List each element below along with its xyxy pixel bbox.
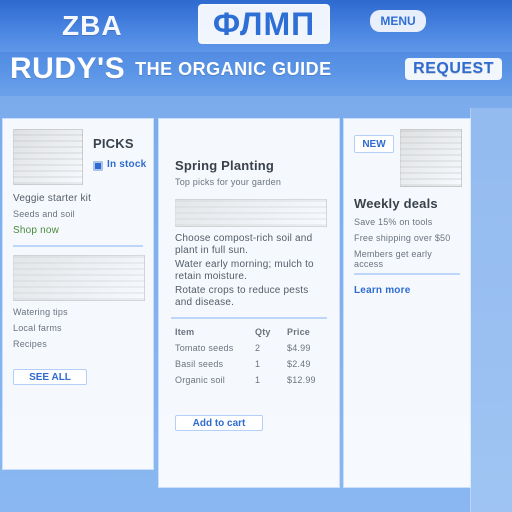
request-button[interactable]: REQUEST [405, 58, 502, 80]
middle-paragraph-3: Rotate crops to reduce pests and disease. [175, 285, 309, 308]
left-item-1-meta[interactable]: In stock [107, 159, 147, 170]
table-row-2-item: Basil seeds [175, 359, 224, 369]
middle-paragraph-2: Water early morning; mulch to retain moisture. [175, 259, 314, 282]
table-header-price: Price [287, 327, 311, 337]
middle-column [158, 118, 340, 488]
left-item-3-label[interactable]: Watering tips [13, 307, 68, 317]
left-item-2-meta[interactable]: Shop now [13, 225, 60, 236]
table-row-3-item: Organic soil [175, 375, 225, 385]
table-header-item: Item [175, 327, 195, 337]
add-to-cart-button[interactable]: Add to cart [175, 415, 263, 431]
left-banner-image [13, 255, 145, 301]
right-line-2: Free shipping over $50 [354, 233, 451, 243]
right-thumbnail-image [400, 129, 462, 187]
pick-icon [93, 161, 103, 171]
right-line-1: Save 15% on tools [354, 217, 433, 227]
table-header-qty: Qty [255, 327, 271, 337]
table-row-1-price: $4.99 [287, 343, 311, 353]
table-row-1-item: Tomato seeds [175, 343, 234, 353]
left-item-1-label[interactable]: Veggie starter kit [13, 193, 92, 204]
left-item-2-label[interactable]: Seeds and soil [13, 209, 75, 219]
new-badge: NEW [354, 135, 394, 153]
left-thumbnail-image [13, 129, 83, 185]
table-row-3-qty: 1 [255, 375, 261, 385]
right-scroll-area[interactable] [470, 108, 512, 512]
right-column [343, 118, 471, 488]
right-footer-link[interactable]: Learn more [354, 285, 411, 296]
top-bar [0, 0, 512, 52]
middle-paragraph-1: Choose compost-rich soil and plant in full sun. [175, 233, 313, 256]
table-row-1-qty: 2 [255, 343, 261, 353]
tagline-left: RUDY'S [10, 52, 126, 85]
table-row-2-qty: 1 [255, 359, 261, 369]
right-title: Weekly deals [354, 196, 438, 211]
right-divider [354, 273, 460, 275]
right-line-3: Members get early access [354, 249, 432, 270]
brand-center-logo[interactable]: ФЛМП [198, 4, 330, 44]
tagline-mid: THE ORGANIC GUIDE [135, 58, 332, 79]
table-row-3-price: $12.99 [287, 375, 316, 385]
left-column [2, 118, 154, 470]
table-row-2-price: $2.49 [287, 359, 311, 369]
middle-divider [171, 317, 327, 319]
menu-button[interactable]: MENU [370, 10, 426, 32]
left-item-4-label[interactable]: Local farms [13, 323, 62, 333]
middle-headline: Spring Planting [175, 158, 275, 173]
left-item-5-label[interactable]: Recipes [13, 339, 47, 349]
see-all-button[interactable]: SEE ALL [13, 369, 87, 385]
brand-left[interactable]: ZBA [62, 10, 123, 41]
left-divider [13, 245, 143, 247]
tagline-bar [10, 52, 502, 86]
left-section-title: PICKS [93, 136, 134, 151]
middle-subhead: Top picks for your garden [175, 177, 282, 187]
middle-banner [175, 199, 327, 227]
